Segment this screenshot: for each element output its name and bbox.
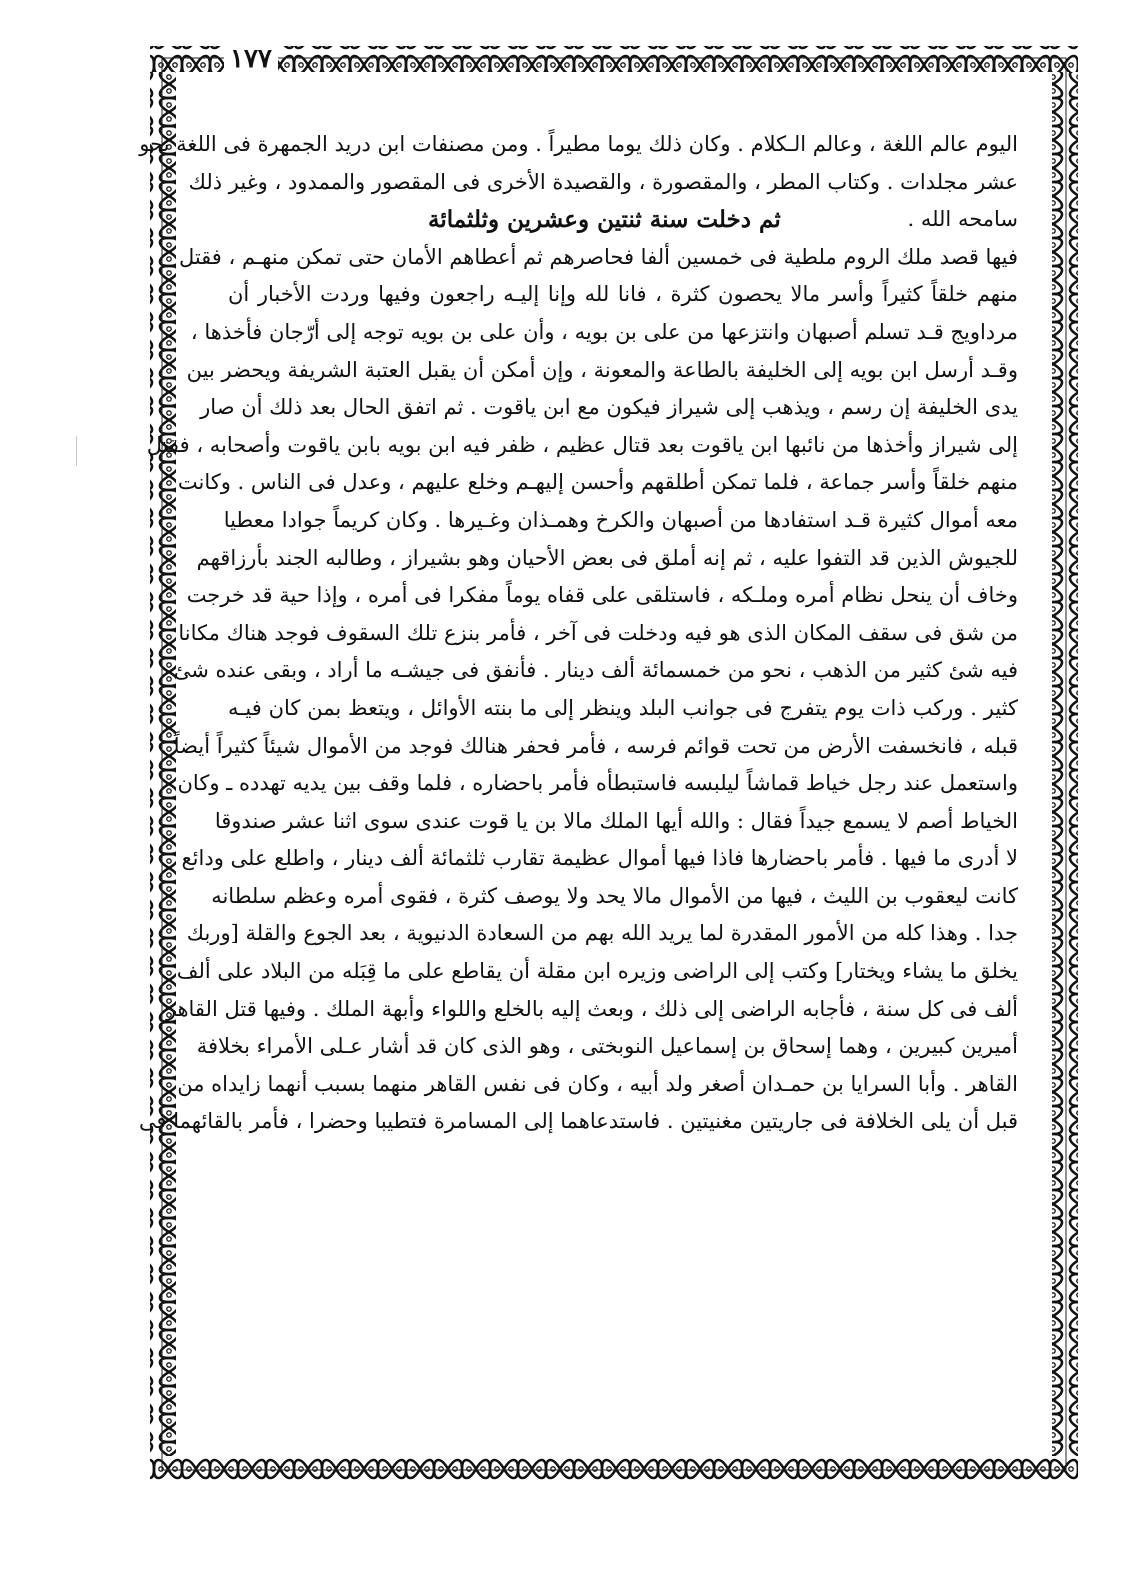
border-bottom	[150, 1456, 1078, 1482]
text-line: وخاف أن ينحل نظام أمره وملـكه ، فاستلقى على قفاه يوماً مفكرا فى أمره ، وإذا حية قد خرجت	[186, 583, 1018, 608]
border-right	[1052, 72, 1078, 1456]
text-line: القاهر . وأبا السرايا بن حمـدان أصغر ولد أبيه ، وكان فى نفس القاهر منهما بسبب أنهما زايداه من	[177, 1071, 1018, 1096]
text-line: فيه شئ كثير من الذهب ، نحو من خمسمائة ألف دينار . فأنفق فى جيشـه ما أراد ، وبقى عنده شئ	[173, 658, 1018, 683]
text-line: يدى الخليفة إن رسم ، ويذهب إلى شيراز فيكون مع ابن ياقوت . ثم اتفق الحال بعد ذلك أن صار	[200, 395, 1018, 420]
text-line: الخياط أصم لا يسمع جيداً فقال : والله أيها الملك مالا بن يا قوت عندى سوى اثنا عشر صندوقا	[214, 808, 1018, 833]
text-line: ألف فى كل سنة ، فأجابه الراضى إلى ذلك ، وبعث إليه بالخلع واللواء وأبهة الملك . وفيها قتل القاهر	[165, 996, 1018, 1021]
text-line: جدا . وهذا كله من الأمور المقدرة لما يريد الله بهم من السعادة الدنيوية ، بعد الجوع والقلة [وربك	[186, 921, 1018, 946]
scan-mark	[76, 436, 77, 466]
border-top	[150, 46, 1078, 72]
heading-line	[228, 201, 1018, 239]
text-line: واستعمل عند رجل خياط قماشاً ليلبسه فاستبطأه فأمر باحضاره ، فلما وقف بين يديه تهدده ـ وكان	[177, 771, 1018, 796]
text-line: من شق فى سقف المكان الذى هو فيه ودخلت فى آخر ، فأمر بنزع تلك السقوف فوجد هناك مكانا	[178, 620, 1018, 645]
text-line-end: سامحه الله .	[907, 207, 1018, 232]
text-line: للجيوش الذين قد التفوا عليه ، ثم إنه أملق فى بعض الأحيان وهو بشيراز ، وطالبه الجند بأرزاقهم	[196, 545, 1018, 570]
text-line: كثير . وركب ذات يوم يتفرج فى جوانب البلد وينظر إلى ما بنته الأوائل ، ويتعظ بمن كان فيـه	[228, 695, 1018, 720]
text-line: معه أموال كثيرة قـد استفادها من أصبهان والكرخ وهمـذان وغـيرها . وكان كريماً جوادا معطيا	[223, 507, 1018, 532]
text-line: لا أدرى ما فيها . فأمر باحضارها فاذا فيها أموال عظيمة تقارب ثلثمائة ألف دينار ، واطلع على ودائع	[181, 846, 1018, 871]
text-line: فيها قصد ملك الروم ملطية فى خمسين ألفا فحاصرهم ثم أعطاهم الأمان حتى تمكن منهـم ، فقتل	[178, 244, 1018, 269]
text-line: عشر مجلدات . وكتاب المطر ، والمقصورة ، والقصيدة الأخرى فى المقصور والممدود ، وغير ذلك	[188, 169, 1018, 194]
text-line: منهم خلقاً كثيراً وأسر مالا يحصون كثرة ، فانا لله وإنا إليـه راجعون وفيها وردت الأخبار أن	[228, 282, 1018, 307]
text-line: كانت ليعقوب بن الليث ، فيها من الأموال مالا يحد ولا يوصف كثرة ، فقوى أمره وعظم سلطانه	[211, 883, 1018, 908]
text-line: يخلق ما يشاء ويختار] وكتب إلى الراضى وزيره ابن مقلة أن يقاطع على ما قِبَله من البلاد على ألف	[176, 959, 1018, 984]
text-line: اليوم عالم اللغة ، وعالم الـكلام . وكان ذلك يوما مطيراً . ومن مصنفات ابن دريد الجمهرة فى اللغة نحو	[139, 132, 1018, 156]
page-number: ١٧٧	[224, 44, 278, 74]
text-body	[139, 126, 1018, 1141]
text-line: منهم خلقاً وأسر جماعة ، فلما تمكن أطلقهم وأحسن إليهـم وخلع عليهم ، وعدل فى الناس . وكانت	[177, 470, 1018, 495]
year-heading: ثم دخلت سنة ثنتين وعشرين وثلثمائة	[428, 206, 781, 234]
text-line: وقـد أرسل ابن بويه إلى الخليفة بالطاعة والمعونة ، وإن أمكن أن يقبل العتبة الشريفة ويحضر بين	[186, 357, 1018, 382]
text-line: مرداويج قـد تسلم أصبهان وانتزعها من على بن بويه ، وأن على بن بويه توجه إلى أرّجان فأخذها ،	[190, 319, 1018, 344]
text-line: أميرين كبيرين ، وهما إسحاق بن إسماعيل النوبختى ، وهو الذى كان قد أشار عـلى الأمراء بخلافة	[196, 1034, 1018, 1059]
text-line: إلى شيراز وأخذها من نائبها ابن ياقوت بعد قتال عظيم ، ظفر فيه ابن بويه بابن ياقوت وأصحابه ، فقتل	[146, 432, 1018, 457]
text-line: قبل أن يلى الخلافة فى جاريتين مغنيتين . فاستدعاهما إلى المسامرة فتطيبا وحضرا ، فأمر بالقائهما فى	[139, 1109, 1018, 1134]
text-line: قبله ، فانخسفت الأرض من تحت قوائم فرسه ، فأمر فحفر هنالك فوجد من الأموال شيئاً كثيراً أيضاً .	[160, 733, 1018, 758]
